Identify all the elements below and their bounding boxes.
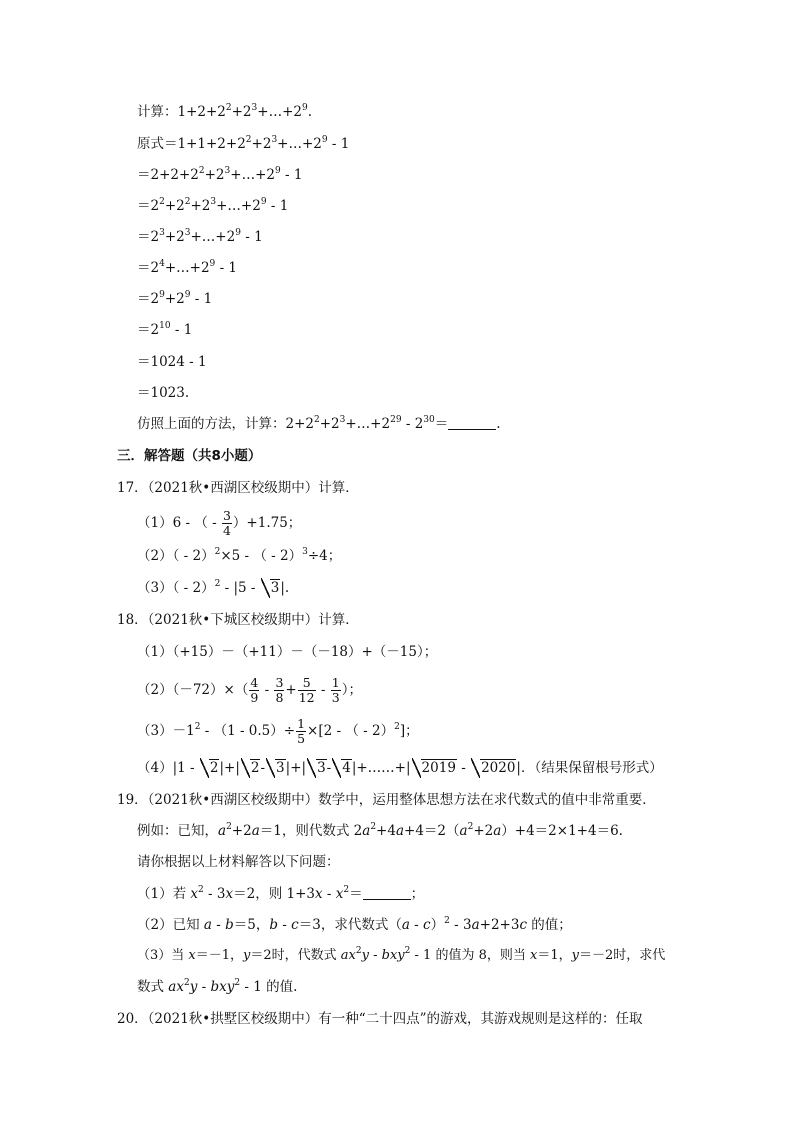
example-line-9: ＝1024 - 1 xyxy=(137,354,207,370)
q17-part-2: （2）（ - 2）$^2$×5 - （ - 2）$^3$÷4； xyxy=(137,547,342,564)
q18-part-1: （1）（+15）－（+11）－（－18）+（－15）； xyxy=(137,644,438,660)
fraction: $\frac{3}{8}$ xyxy=(275,675,284,705)
answer-blank[interactable] xyxy=(363,885,411,900)
fraction: $\frac{5}{12}$ xyxy=(298,675,315,705)
example-line-1: 计算：$1+2+2^2+2^3+\dots+2^9$. xyxy=(137,103,313,120)
fraction: $\frac{1}{3}$ xyxy=(331,675,340,705)
sqrt-symbol: 2 xyxy=(241,758,261,778)
example-line-6: $=2^4+\dots+2^9 - 1$ xyxy=(137,259,238,276)
answer-blank[interactable] xyxy=(448,415,496,430)
q19-part-1: （1）若 $x^2 - 3x=2$，则 $1+3x - x^2=$ ； xyxy=(137,885,425,902)
fraction: $\frac{3}{4}$ xyxy=(222,508,231,538)
example-line-4: $=2^2+2^2+2^3+\dots+2^9 - 1$ xyxy=(137,197,289,214)
section-title: 三．解答题（共8小题） xyxy=(117,448,262,464)
example-line-3: $=2+2+2^2+2^3+\dots+2^9 - 1$ xyxy=(137,166,303,183)
sqrt-symbol: 3 xyxy=(261,578,281,598)
sqrt-symbol: 2019 xyxy=(412,758,457,778)
q19-part-2: （2）已知 a - b＝5，b - c＝3，求代数式（a - c）$^2$ - 3a+2+3c 的值； xyxy=(137,916,572,933)
q18-part-2: （2）（－72）×（ $\frac{4}{9}$ - $\frac{3}{8}$ + $\frac{5}{12}$ - $\frac{1}{3}$ ）； xyxy=(137,675,362,705)
q19-part-3: （3）当 x＝－1，y＝2时，代数式 $ax^2y - bxy^2 - 1$ 的值为 8，则当 x＝1，y＝－2时，求代 xyxy=(137,946,666,963)
q18-part-3: $(3)-1^2 - (1 - 0.5)\div$ $\frac{1}{5}$ ×[2 - （ - 2）$^2$]； xyxy=(137,716,419,746)
fraction: $\frac{1}{5}$ xyxy=(297,716,306,746)
example-line-8: $=2^{10} - 1$ xyxy=(137,321,193,338)
q17-part-3: （3）（ - 2）$^2$ - |5 - 3|. xyxy=(137,579,290,596)
sqrt-symbol: 3 xyxy=(266,758,286,778)
sqrt-symbol: 2 xyxy=(200,758,220,778)
q19-example: 例如：已知，$a^2+2a=1$，则代数式 $2a^2+4a+4=2(a^2+2a)+4=2\times 1+4=6$. xyxy=(137,822,623,839)
fraction: $\frac{4}{9}$ xyxy=(250,675,259,705)
example-line-2: 原式$=1+1+2+2^2+2^3+\dots+2^9 - 1$ xyxy=(137,135,350,152)
sqrt-symbol: 4 xyxy=(332,758,352,778)
q18-heading: 18．（2021秋•下城区校级期中）计算． xyxy=(117,612,359,628)
example-line-5: $=2^3+2^3+\dots+2^9 - 1$ xyxy=(137,228,263,245)
sqrt-symbol: 3 xyxy=(307,758,327,778)
q17-heading: 17．（2021秋•西湖区校级期中）计算． xyxy=(117,480,359,496)
sqrt-symbol: 2020 xyxy=(471,758,516,778)
q17-part-1: （1）6 - （ - $\frac{3}{4}$ ）+1.75； xyxy=(137,508,302,538)
q19-instruction: 请你根据以上材料解答以下问题： xyxy=(137,854,340,870)
example-line-7: $=2^9+2^9 - 1$ xyxy=(137,290,213,307)
q18-part-4: （4）|1 - 2|+| 2- 3|+| 3- 4|+……+| 2019 - 2020|．（结果保留根号形式） xyxy=(137,760,663,776)
q19-part-3-continued: 数式 $ax^2y - bxy^2 - 1$ 的值. xyxy=(137,978,298,995)
q20-heading: 20．（2021秋•拱墅区校级期中）有一种“二十四点”的游戏，其游戏规则是这样的：任取 xyxy=(117,1011,643,1027)
example-line-10: ＝1023. xyxy=(137,385,190,401)
q19-heading: 19．（2021秋•西湖区校级期中）数学中，运用整体思想方法在求代数式的值中非常重要． xyxy=(117,792,656,808)
example-line-11: 仿照上面的方法，计算：$2+2^2+2^3+\dots+2^{29} - 2^{30}=$ . xyxy=(137,415,501,432)
